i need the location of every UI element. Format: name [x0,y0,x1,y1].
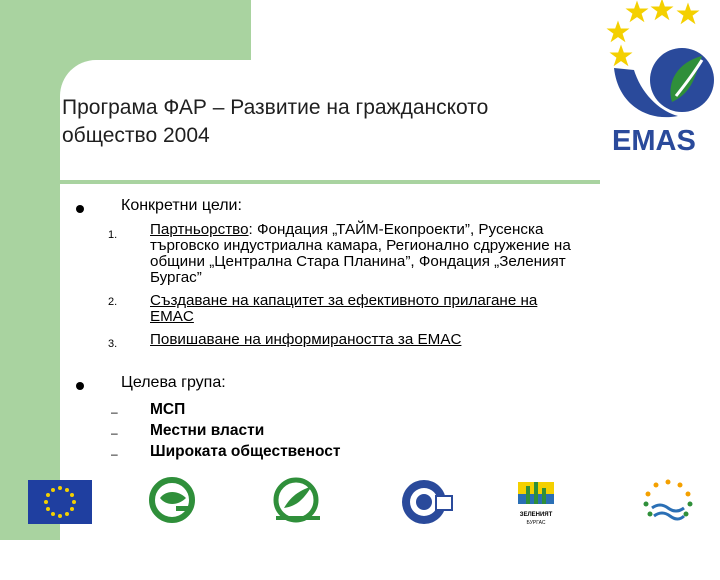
dash-3: – [111,447,118,461]
goal-number-1: 1. [108,229,118,241]
star-icon [678,4,698,23]
title-underline [60,180,600,184]
eu-flag-icon [28,480,92,524]
emas-logo-icon [600,0,720,180]
time-logo-icon [152,480,192,520]
goal-item-3[interactable] [150,332,670,348]
eco-sun-logo-icon [644,480,693,525]
cib-logo-icon [402,480,452,524]
green-burgas-text-2: БУРГАС [526,520,546,526]
dash-1: – [111,405,118,419]
goal-number-3: 3. [108,338,118,350]
star-icon [608,22,628,41]
bullet-goals [76,205,84,213]
goal-2-line-1: Създаване на капацитет за ефективното прилагане на [150,292,538,309]
star-icon [627,2,647,21]
footer-logos [0,476,720,540]
goal-item-2[interactable] [150,293,670,325]
star-icon [611,46,631,65]
partnership-label: Партньорство [150,221,249,238]
target-item-1: МСП [150,401,186,418]
goal-1-line-2: търговско индустриална камара, Регионално сдружение на [150,237,571,254]
goal-3-line-1: Повишаване на информираността за EMAC [150,331,462,348]
goal-1-line-1: Фондация „ТАЙМ-Екопроекти”, Русенска [252,221,544,238]
star-icon [652,0,672,19]
goal-1-line-3: общини „Централна Стара Планина”, Фондация „Зеленият [150,253,566,270]
title-line-2: общество 2004 [62,124,210,147]
target-item-2: Местни власти [150,422,265,439]
goal-item-1 [150,222,670,286]
goals-heading: Конкретни цели: [121,197,242,214]
target-heading: Целева група: [121,374,226,391]
green-burgas-text-1: ЗЕЛЕНИЯТ [519,512,553,518]
target-item-3: Широката общественост [150,443,341,460]
goal-1-line-4: Бургас” [150,269,202,286]
goal-number-2: 2. [108,296,118,308]
ecd-logo-icon [276,480,320,520]
page-title [62,94,622,150]
green-burgas-logo-icon [518,482,554,526]
title-line-1: Програма ФАР – Развитие на гражданското [62,96,489,119]
goal-2-line-2: EMAC [150,308,194,325]
bullet-target [76,382,84,390]
emas-logo-text: EMAS [612,125,696,157]
dash-2: – [111,426,118,440]
partnership-colon: : [248,221,253,238]
